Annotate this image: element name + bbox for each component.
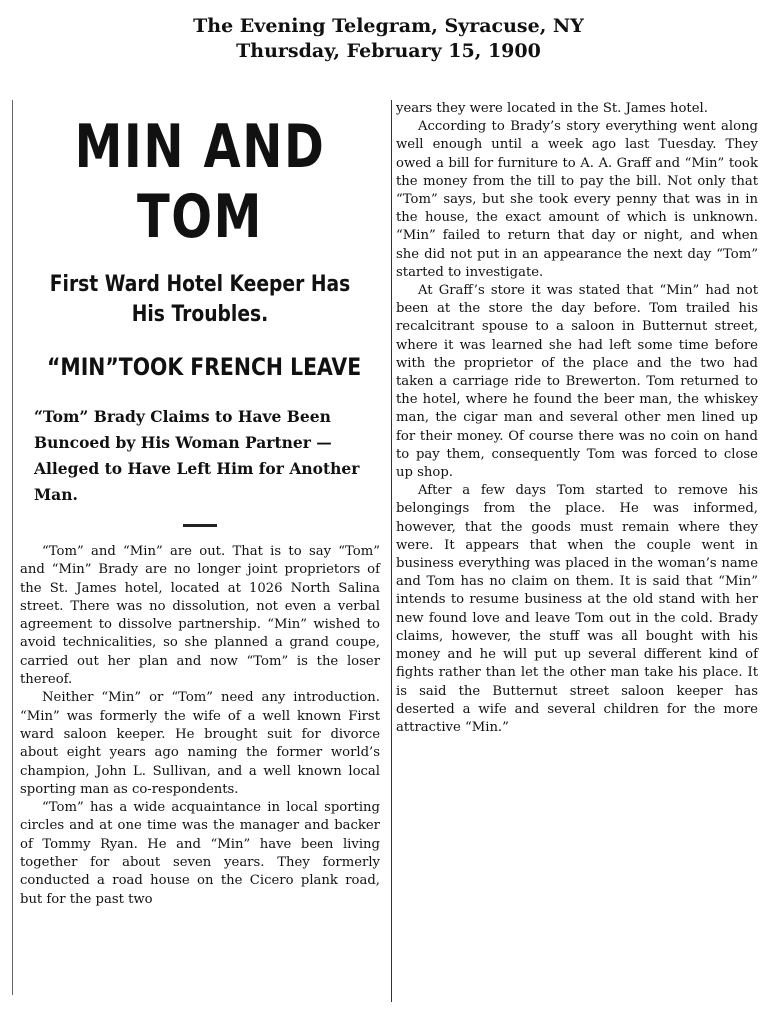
paragraph: “Tom” has a wide acquaintance in local sporting circles and at one time was the manager and backer of Tommy Ryan. He and “Min” have been living together for about seven years. They formerly conducted a road house on the Cicero plank road, but for the past two [20, 800, 380, 907]
left-margin-rule [12, 100, 13, 995]
section-dash [183, 524, 217, 527]
paragraph: According to Brady’s story everything went along well enough until a week ago last Tuesday. They owed a bill for furniture to A. A. Graff and “Min” took the money from the till to pay the bill. Not only that “Tom” says, but she took every penny that was in in the house, the exact amount of which is unknown. “Min” failed to return that day or night, and when she did not put in an appearance the next day “Tom” started to investigate. [396, 119, 758, 280]
column-rule [391, 100, 392, 1002]
subhead-hotel-keeper: First Ward Hotel Keeper Has His Troubles. [49, 272, 351, 327]
column-left [20, 100, 380, 909]
paragraph-continued: years they were located in the St. James hotel. [396, 101, 708, 116]
headline: MIN AND TOM [74, 112, 326, 252]
paragraph: Neither “Min” or “Tom” need any introduction. “Min” was formerly the wife of a well known First ward saloon keeper. He brought suit for divorce about eight years ago naming the former world’s champion, John L. Sullivan, and a well known local sporting man as co-respondents. [20, 690, 380, 797]
paper-name: The Evening Telegram, Syracuse, NY [193, 15, 584, 37]
subhead-french-leave: “MIN”TOOK FRENCH LEAVE [47, 353, 362, 381]
paragraph: After a few days Tom started to remove his belongings from the place. He was informed, however, that the goods must remain where they were. It appears that when the couple went in business everything was placed in the woman’s name and Tom has no claim on them. It is said that “Min” intends to resume business at the old stand with her new found love and leave Tom out in the cold. Brady claims, however, the stuff was all bought with his money and he will put up several different kind of fights rather than let the other man take his place. It is said the Butternut street saloon keeper has deserted a wife and several children for the more attractive “Min.” [396, 483, 758, 735]
deck: “Tom” Brady Claims to Have Been Buncoed by His Woman Partner —Alleged to Have Left Him for Another Man. [34, 407, 360, 504]
column-right [396, 100, 758, 737]
paragraph: “Tom” and “Min” are out. That is to say “Tom” and “Min” Brady are no longer joint proprietors of the St. James hotel, located at 1026 North Salina street. There was no dissolution, not even a verbal agreement to dissolve partnership. “Min” wished to avoid technicalities, so she planned a grand coupe, carried out her plan and now “Tom” is the loser thereof. [20, 544, 380, 688]
masthead [0, 14, 777, 64]
paragraph: At Graff’s store it was stated that “Min” had not been at the store the day before. Tom trailed his recalcitrant spouse to a saloon in Butternut street, where it was learned she had left some time before with the proprietor of the place and the two had taken a carriage ride to Brewerton. Tom returned to the hotel, where he found the beer man, the whiskey man, the cigar man and several other men lined up for their money. Of course there was no coin on hand to pay them, consequently Tom was forced to close up shop. [396, 283, 758, 481]
publication-date: Thursday, February 15, 1900 [236, 40, 541, 62]
